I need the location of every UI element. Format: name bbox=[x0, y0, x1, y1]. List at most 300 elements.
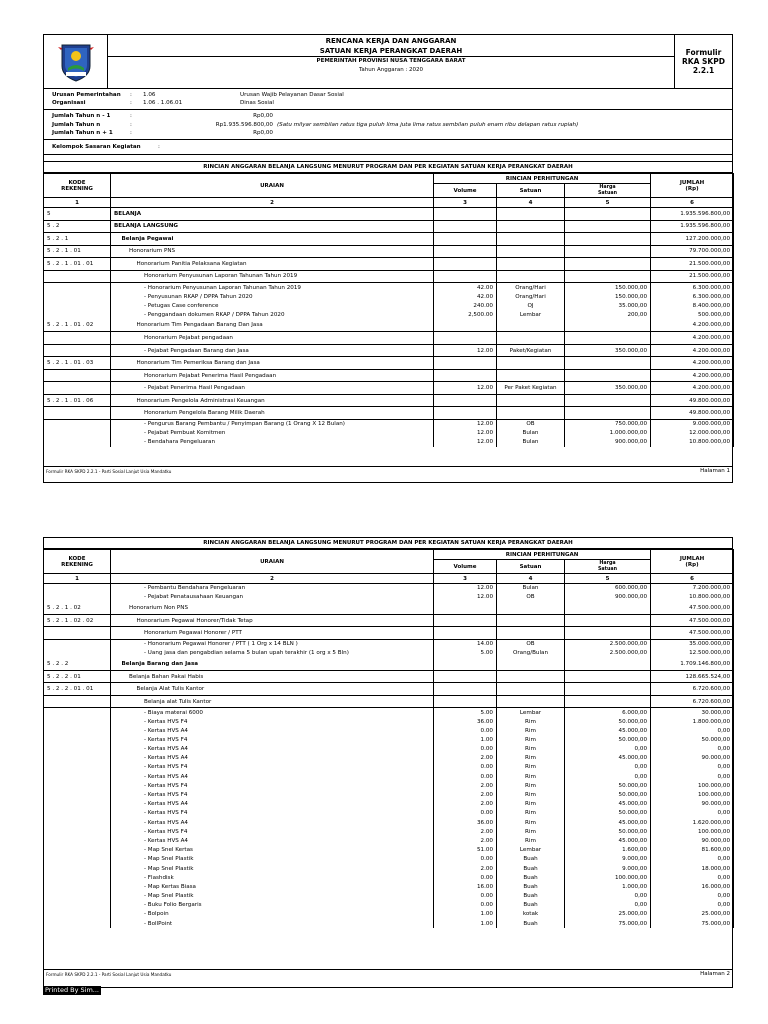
table-row bbox=[44, 602, 734, 615]
cell-satuan: Rim bbox=[497, 717, 565, 726]
cell-jumlah: 79.700.000,00 bbox=[651, 245, 734, 258]
cell-harga bbox=[565, 670, 651, 683]
cell-satuan bbox=[497, 258, 565, 271]
cell-volume: 5.00 bbox=[434, 649, 497, 658]
cell-jumlah: 0,00 bbox=[651, 772, 734, 781]
table-row bbox=[44, 220, 734, 233]
emblem-icon bbox=[58, 42, 94, 82]
cell-uraian: - Kertas HVS A4 bbox=[111, 754, 434, 763]
cell-jumlah: 1.709.146.800,00 bbox=[651, 658, 734, 671]
cell-harga: 50.000,00 bbox=[565, 781, 651, 790]
table-row bbox=[44, 292, 734, 301]
cell-uraian: BELANJA LANGSUNG bbox=[111, 220, 434, 233]
province-emblem bbox=[44, 35, 108, 88]
cell-kode bbox=[44, 745, 111, 754]
cell-harga: 45.000,00 bbox=[565, 726, 651, 735]
current-year-label: Jumlah Tahun n bbox=[52, 121, 101, 128]
cell-uraian: - Kertas HVS A4 bbox=[111, 726, 434, 735]
cell-uraian: - Kertas HVS A4 bbox=[111, 836, 434, 845]
cell-uraian: - Map Kertas Biasa bbox=[111, 882, 434, 891]
cell-harga bbox=[565, 614, 651, 627]
cell-jumlah: 90.000,00 bbox=[651, 800, 734, 809]
cell-jumlah: 16.000,00 bbox=[651, 882, 734, 891]
cell-jumlah: 100.000,00 bbox=[651, 790, 734, 799]
table-row bbox=[44, 726, 734, 735]
cell-volume bbox=[434, 270, 497, 283]
cell-satuan: Per Paket Kegiatan bbox=[497, 382, 565, 395]
cell-kode: 5 . 2 . 1 . 01 . 01 bbox=[44, 258, 111, 271]
cell-jumlah: 128.665.524,00 bbox=[651, 670, 734, 683]
page-footer-2 bbox=[43, 971, 733, 977]
table-row bbox=[44, 394, 734, 407]
cell-satuan: Rim bbox=[497, 735, 565, 744]
cell-jumlah: 12.000.000,00 bbox=[651, 429, 734, 438]
cell-kode: 5 . 2 . 1 . 01 . 02 bbox=[44, 319, 111, 332]
org-name: Dinas Sosial bbox=[240, 100, 274, 107]
cell-harga: 25.000,00 bbox=[565, 910, 651, 919]
cell-harga bbox=[565, 245, 651, 258]
cell-kode bbox=[44, 846, 111, 855]
section-title-2: RINCIAN ANGGARAN BELANJA LANGSUNG MENURUT PROGRAM DAN PER KEGIATAN SATUAN KERJA PERANGKAT DAERAH bbox=[43, 537, 733, 549]
table-row bbox=[44, 670, 734, 683]
cell-jumlah: 6.720.600,00 bbox=[651, 695, 734, 708]
table-row bbox=[44, 584, 734, 593]
cell-satuan bbox=[497, 695, 565, 708]
cell-uraian: - Kertas HVS F4 bbox=[111, 781, 434, 790]
cell-jumlah: 47.500.000,00 bbox=[651, 602, 734, 615]
cell-jumlah: 35.000.000,00 bbox=[651, 639, 734, 648]
amount-block: Jumlah Tahun n - 1 : Rp0,00 Jumlah Tahun n : Rp1.935.596.800,00 (Satu milyar sembilan ratus tiga puluh lima juta lima ratus sembilan puluh enam ribu delapan ratus rupiah) Jumlah Tahun n + 1 : Rp0,00 bbox=[43, 110, 733, 140]
cell-satuan: Buah bbox=[497, 901, 565, 910]
cell-uraian: - Map Snel Plastik bbox=[111, 855, 434, 864]
form-line-3: 2.2.1 bbox=[692, 66, 715, 75]
cell-uraian: - Kertas HVS A4 bbox=[111, 818, 434, 827]
cell-uraian: - Kertas HVS A4 bbox=[111, 745, 434, 754]
table-row bbox=[44, 407, 734, 420]
cell-volume: 2.00 bbox=[434, 827, 497, 836]
cell-satuan bbox=[497, 683, 565, 696]
cell-uraian: - Penyusunan RKAP / DPPA Tahun 2020 bbox=[111, 292, 434, 301]
cell-satuan: Orang/Hari bbox=[497, 292, 565, 301]
cell-harga: 2.500.000,00 bbox=[565, 639, 651, 648]
cell-harga: 35.000,00 bbox=[565, 301, 651, 310]
cell-satuan bbox=[497, 614, 565, 627]
cell-satuan: OB bbox=[497, 593, 565, 602]
cell-uraian: - Kertas HVS A4 bbox=[111, 800, 434, 809]
cell-harga: 45.000,00 bbox=[565, 754, 651, 763]
cell-volume: 12.00 bbox=[434, 344, 497, 357]
table-row bbox=[44, 754, 734, 763]
col-volume: Volume bbox=[434, 184, 497, 198]
cell-uraian: Belanja Pegawai bbox=[111, 233, 434, 246]
cell-volume: 0.00 bbox=[434, 892, 497, 901]
cell-kode bbox=[44, 438, 111, 447]
cell-jumlah: 0,00 bbox=[651, 892, 734, 901]
cell-uraian: - Pejabat Penatausahaan Keuangan bbox=[111, 593, 434, 602]
cell-harga: 200,00 bbox=[565, 310, 651, 319]
table-row bbox=[44, 818, 734, 827]
table-row bbox=[44, 695, 734, 708]
cell-volume: 51.00 bbox=[434, 846, 497, 855]
cell-harga: 6.000,00 bbox=[565, 708, 651, 717]
table-row bbox=[44, 438, 734, 447]
cell-kode bbox=[44, 649, 111, 658]
cell-kode bbox=[44, 919, 111, 928]
cell-harga bbox=[565, 357, 651, 370]
cell-satuan bbox=[497, 319, 565, 332]
table-row bbox=[44, 319, 734, 332]
cell-uraian: Belanja Bahan Pakai Habis bbox=[111, 670, 434, 683]
cell-kode: 5 . 2 . 1 . 02 bbox=[44, 602, 111, 615]
cell-satuan bbox=[497, 357, 565, 370]
cell-uraian: - Pejabat Pembuat Komitmen bbox=[111, 429, 434, 438]
cell-harga bbox=[565, 233, 651, 246]
cell-uraian: - Kertas HVS F4 bbox=[111, 809, 434, 818]
page-number: Halaman 1 bbox=[700, 468, 730, 474]
cell-jumlah: 75.000,00 bbox=[651, 919, 734, 928]
cell-satuan: Buah bbox=[497, 882, 565, 891]
cell-kode bbox=[44, 735, 111, 744]
cell-harga: 350.000,00 bbox=[565, 344, 651, 357]
cell-jumlah: 4.200.000,00 bbox=[651, 319, 734, 332]
cell-volume: 1.00 bbox=[434, 735, 497, 744]
cell-satuan: Rim bbox=[497, 772, 565, 781]
cell-uraian: Honorarium Tim Pemeriksa Barang dan Jasa bbox=[111, 357, 434, 370]
cell-uraian: - BollPoint bbox=[111, 919, 434, 928]
cell-harga: 350.000,00 bbox=[565, 382, 651, 395]
cell-satuan: Buah bbox=[497, 919, 565, 928]
cell-harga bbox=[565, 220, 651, 233]
cell-jumlah: 10.800.000,00 bbox=[651, 438, 734, 447]
cell-uraian: - Bolpoin bbox=[111, 910, 434, 919]
cell-harga bbox=[565, 319, 651, 332]
cell-volume: 12.00 bbox=[434, 593, 497, 602]
document-header bbox=[43, 34, 733, 89]
cell-jumlah: 4.200.000,00 bbox=[651, 357, 734, 370]
cell-volume: 0.00 bbox=[434, 745, 497, 754]
cell-kode bbox=[44, 800, 111, 809]
cell-jumlah: 90.000,00 bbox=[651, 836, 734, 845]
page-2 bbox=[43, 537, 733, 988]
cell-jumlah: 25.000,00 bbox=[651, 910, 734, 919]
cell-jumlah: 100.000,00 bbox=[651, 781, 734, 790]
cell-harga bbox=[565, 208, 651, 221]
cell-uraian: - Kertas HVS F4 bbox=[111, 763, 434, 772]
footer-note: Formulir RKA SKPD 2.2.1 - Parti Sosial Lanjut Usia Mandatku bbox=[46, 468, 172, 474]
cell-uraian: Honorarium Pengelola Barang Milik Daerah bbox=[111, 407, 434, 420]
cell-uraian: Belanja alat Tulis Kantor bbox=[111, 695, 434, 708]
cell-volume: 0.00 bbox=[434, 873, 497, 882]
cell-satuan: kotak bbox=[497, 910, 565, 919]
cell-volume: 14.00 bbox=[434, 639, 497, 648]
cell-volume bbox=[434, 245, 497, 258]
cell-volume: 12.00 bbox=[434, 438, 497, 447]
cell-kode: 5 . 2 . 2 . 01 . 01 bbox=[44, 683, 111, 696]
table-row bbox=[44, 683, 734, 696]
cell-volume bbox=[434, 220, 497, 233]
cell-satuan: Buah bbox=[497, 864, 565, 873]
table-row bbox=[44, 772, 734, 781]
table-row bbox=[44, 270, 734, 283]
cell-harga: 75.000,00 bbox=[565, 919, 651, 928]
cell-uraian: Honorarium Pegawai Honorer / PTT bbox=[111, 627, 434, 640]
cell-satuan bbox=[497, 208, 565, 221]
cell-kode: 5 . 2 . 1 . 01 bbox=[44, 245, 111, 258]
cell-harga: 100.000,00 bbox=[565, 873, 651, 882]
cell-jumlah: 1.935.596.800,00 bbox=[651, 208, 734, 221]
cell-harga: 0,00 bbox=[565, 901, 651, 910]
table-row bbox=[44, 864, 734, 873]
cell-volume bbox=[434, 683, 497, 696]
cell-uraian: - Honorarium Pegawai Honorer / PTT ( 1 Org x 14 BLN ) bbox=[111, 639, 434, 648]
cell-harga bbox=[565, 683, 651, 696]
table-row bbox=[44, 357, 734, 370]
cell-satuan: Bulan bbox=[497, 584, 565, 593]
cell-volume: 2.00 bbox=[434, 864, 497, 873]
cell-satuan: Rim bbox=[497, 809, 565, 818]
cell-jumlah: 10.800.000,00 bbox=[651, 593, 734, 602]
cell-kode: 5 . 2 . 1 . 02 . 02 bbox=[44, 614, 111, 627]
cell-uraian: - Biaya materai 6000 bbox=[111, 708, 434, 717]
cell-uraian: - Penggandaan dokumen RKAP / DPPA Tahun 2020 bbox=[111, 310, 434, 319]
cell-kode: 5 bbox=[44, 208, 111, 221]
cell-harga bbox=[565, 602, 651, 615]
cell-volume: 1.00 bbox=[434, 919, 497, 928]
cell-kode: 5 . 2 . 1 bbox=[44, 233, 111, 246]
cell-volume bbox=[434, 695, 497, 708]
page-footer bbox=[43, 468, 733, 474]
cell-volume: 0.00 bbox=[434, 901, 497, 910]
cell-kode bbox=[44, 584, 111, 593]
cell-uraian: - Kertas HVS F4 bbox=[111, 827, 434, 836]
cell-kode bbox=[44, 332, 111, 345]
province-name: PEMERINTAH PROVINSI NUSA TENGGARA BARAT bbox=[108, 56, 674, 66]
table-row bbox=[44, 283, 734, 292]
cell-uraian: Honorarium Pejabat pengadaan bbox=[111, 332, 434, 345]
cell-uraian: Honorarium Penyusunan Laporan Tahunan Tahun 2019 bbox=[111, 270, 434, 283]
cell-uraian: - Bendahara Pengeluaran bbox=[111, 438, 434, 447]
cell-jumlah: 0,00 bbox=[651, 855, 734, 864]
cell-satuan: Rim bbox=[497, 800, 565, 809]
cell-kode bbox=[44, 882, 111, 891]
cell-jumlah: 1.935.596.800,00 bbox=[651, 220, 734, 233]
cell-satuan bbox=[497, 602, 565, 615]
cell-kode bbox=[44, 809, 111, 818]
cell-kode bbox=[44, 717, 111, 726]
cell-uraian: - Map Snel Plastik bbox=[111, 864, 434, 873]
cell-uraian: - Buku Folio Bergaris bbox=[111, 901, 434, 910]
cell-kode bbox=[44, 772, 111, 781]
table-row bbox=[44, 781, 734, 790]
form-code bbox=[674, 35, 732, 88]
target-label: Kelompok Sasaran Kegiatan bbox=[52, 144, 141, 151]
urusan-name: Urusan Wajib Pelayanan Dasar Sosial bbox=[240, 92, 344, 98]
cell-satuan: Rim bbox=[497, 836, 565, 845]
budget-table-page-1: KODE REKENING URAIAN RINCIAN PERHITUNGAN JUMLAH (Rp) Volume Satuan Harga Satuan 1 2 3 4 5 6 5 BELANJA 1.935.596.800,00 5 . 2 BELANJA LANGSUNG 1.935.596.800,00 5 . 2 . 1 Belanja Pegawai 127.200.000,00 5 . 2 . 1 . 01 Honorarium PNS 79.700.000,00 5 . 2 . 1 . 01 . 01 Honorarium Panitia Pelaksana Kegiatan 21.500.000,00 Honorarium Penyusunan Laporan Tahunan Tahun 2019 21.500.000,00 - Honorarium Penyusunan Laporan Tahunan Tahun 2019 42.00 Orang/Hari 150.000,00 6.300.000,00 - Penyusunan RKAP / DPPA Tahun 2020 42.00 Orang/Hari 150.000,00 6.300.000,00 - Petugas Case conference 240.00 OJ 35.000,00 8.400.000,00 - Penggandaan dokumen RKAP / DPPA Tahun 2020 2,500.00 Lembar 200,00 500.000,00 5 . 2 . 1 . 01 . 02 Honorarium Tim Pengadaan Barang Dan Jasa 4.200.000,00 Honorarium Pejabat pengadaan 4.200.000,00 - Pejabat Pengadaan Barang dan Jasa 12.00 Paket/Kegiatan 350.000,00 4.200.000,00 5 . 2 . 1 . 01 . 03 Honorarium Tim Pemeriksa Barang dan Jasa 4.200.000,00 Honorarium Pejabat Penerima Hasil Pengadaan 4.200.000,00 - Pejabat Penerima Hasil Pengadaan 12.00 Per Paket Kegiatan 350.000,00 4.200.000,00 5 . 2 . 1 . 01 . 06 Honorarium Pengelola Administrasi Keuangan 49.800.000,00 Honorarium Pengelola Barang Milik Daerah 49.800.000,00 - Pengurus Barang Pembantu / Penyimpan Barang (1 Orang X 12 Bulan) 12.00 OB 750.000,00 9.000.000,00 - Pejabat Pembuat Komitmen 12.00 Bulan 1.000.000,00 12.000.000,00 - Bendahara Pengeluaran 12.00 Bulan 900.000,00 10.800.000,00 bbox=[43, 173, 734, 447]
cell-uraian: - Uang jasa dan pengabdian selama 5 bulan upah terakhir (1 org x 5 Bln) bbox=[111, 649, 434, 658]
col-satuan: Satuan bbox=[497, 184, 565, 198]
cell-harga: 50.000,00 bbox=[565, 827, 651, 836]
cell-harga: 50.000,00 bbox=[565, 790, 651, 799]
cell-harga: 45.000,00 bbox=[565, 836, 651, 845]
table-row bbox=[44, 208, 734, 221]
cell-uraian: - Pejabat Penerima Hasil Pengadaan bbox=[111, 382, 434, 395]
cell-satuan: Lembar bbox=[497, 708, 565, 717]
cell-kode bbox=[44, 836, 111, 845]
cell-jumlah: 0,00 bbox=[651, 873, 734, 882]
table-row bbox=[44, 429, 734, 438]
footer-note: Formulir RKA SKPD 2.2.1 - Parti Sosial Lanjut Usia Mandatku bbox=[46, 971, 172, 977]
urusan-code: 1.06 bbox=[143, 92, 156, 98]
cell-kode bbox=[44, 790, 111, 799]
cell-volume: 42.00 bbox=[434, 292, 497, 301]
cell-volume bbox=[434, 407, 497, 420]
col-harga: Harga Satuan bbox=[565, 184, 651, 198]
cell-kode bbox=[44, 419, 111, 428]
cell-harga: 9.000,00 bbox=[565, 864, 651, 873]
cell-jumlah: 12.500.000,00 bbox=[651, 649, 734, 658]
cell-jumlah: 0,00 bbox=[651, 901, 734, 910]
cell-harga: 9.000,00 bbox=[565, 855, 651, 864]
cell-uraian: - Flashdisk bbox=[111, 873, 434, 882]
cell-kode bbox=[44, 864, 111, 873]
cell-jumlah: 100.000,00 bbox=[651, 827, 734, 836]
table-row bbox=[44, 614, 734, 627]
table-row bbox=[44, 649, 734, 658]
cell-volume bbox=[434, 394, 497, 407]
cell-satuan: Buah bbox=[497, 892, 565, 901]
cell-jumlah: 47.500.000,00 bbox=[651, 627, 734, 640]
cell-kode bbox=[44, 901, 111, 910]
cell-satuan: OB bbox=[497, 419, 565, 428]
cell-satuan: Buah bbox=[497, 873, 565, 882]
cell-satuan: Bulan bbox=[497, 429, 565, 438]
cell-volume bbox=[434, 357, 497, 370]
cell-jumlah: 1.620.000,00 bbox=[651, 818, 734, 827]
cell-harga: 750.000,00 bbox=[565, 419, 651, 428]
cell-jumlah: 18.000,00 bbox=[651, 864, 734, 873]
cell-jumlah: 21.500.000,00 bbox=[651, 270, 734, 283]
cell-harga: 0,00 bbox=[565, 772, 651, 781]
next-year-label: Jumlah Tahun n + 1 bbox=[52, 129, 113, 136]
cell-jumlah: 9.000.000,00 bbox=[651, 419, 734, 428]
cell-satuan: Rim bbox=[497, 745, 565, 754]
prev-year-label: Jumlah Tahun n - 1 bbox=[52, 113, 111, 120]
cell-uraian: - Kertas HVS A4 bbox=[111, 772, 434, 781]
cell-kode bbox=[44, 382, 111, 395]
cell-uraian: - Honorarium Penyusunan Laporan Tahunan Tahun 2019 bbox=[111, 283, 434, 292]
table-row bbox=[44, 846, 734, 855]
cell-harga bbox=[565, 332, 651, 345]
current-year-words: (Satu milyar sembilan ratus tiga puluh lima juta lima ratus sembilan puluh enam ribu delapan ratus rupiah) bbox=[277, 121, 579, 128]
cell-uraian: Belanja Alat Tulis Kantor bbox=[111, 683, 434, 696]
cell-volume: 2,500.00 bbox=[434, 310, 497, 319]
cell-kode bbox=[44, 344, 111, 357]
cell-volume: 0.00 bbox=[434, 763, 497, 772]
cell-kode bbox=[44, 827, 111, 836]
cell-harga bbox=[565, 658, 651, 671]
cell-jumlah: 0,00 bbox=[651, 809, 734, 818]
cell-satuan: Rim bbox=[497, 763, 565, 772]
col-rincian: RINCIAN PERHITUNGAN bbox=[434, 174, 651, 184]
table-row bbox=[44, 800, 734, 809]
table-row bbox=[44, 892, 734, 901]
cell-satuan bbox=[497, 369, 565, 382]
cell-kode bbox=[44, 369, 111, 382]
fiscal-year: Tahun Anggaran : 2020 bbox=[358, 67, 424, 73]
cell-volume bbox=[434, 233, 497, 246]
title-line-2: SATUAN KERJA PERANGKAT DAERAH bbox=[319, 47, 463, 55]
cell-volume bbox=[434, 319, 497, 332]
cell-harga: 0,00 bbox=[565, 892, 651, 901]
cell-uraian: - Pembantu Bendahara Pengeluaran bbox=[111, 584, 434, 593]
cell-volume bbox=[434, 658, 497, 671]
table-row bbox=[44, 836, 734, 845]
cell-harga: 45.000,00 bbox=[565, 800, 651, 809]
cell-kode bbox=[44, 301, 111, 310]
cell-harga: 45.000,00 bbox=[565, 818, 651, 827]
cell-harga: 1.000.000,00 bbox=[565, 429, 651, 438]
urusan-label: Urusan Pemerintahan bbox=[52, 92, 121, 98]
table-row bbox=[44, 639, 734, 648]
target-block: Kelompok Sasaran Kegiatan : bbox=[43, 140, 733, 155]
cell-kode bbox=[44, 270, 111, 283]
cell-satuan bbox=[497, 220, 565, 233]
cell-satuan: Buah bbox=[497, 855, 565, 864]
cell-volume: 5.00 bbox=[434, 708, 497, 717]
cell-kode bbox=[44, 910, 111, 919]
cell-harga: 1.000,00 bbox=[565, 882, 651, 891]
table-row bbox=[44, 258, 734, 271]
next-year-value: Rp0,00 bbox=[253, 129, 273, 136]
table-row bbox=[44, 901, 734, 910]
cell-volume: 2.00 bbox=[434, 836, 497, 845]
cell-harga: 600.000,00 bbox=[565, 584, 651, 593]
cell-volume bbox=[434, 602, 497, 615]
col-uraian: URAIAN bbox=[111, 174, 434, 198]
cell-kode bbox=[44, 708, 111, 717]
table-row bbox=[44, 873, 734, 882]
page-number: Halaman 2 bbox=[700, 971, 730, 977]
cell-harga bbox=[565, 407, 651, 420]
cell-satuan: Rim bbox=[497, 754, 565, 763]
cell-kode bbox=[44, 873, 111, 882]
cell-jumlah: 4.200.000,00 bbox=[651, 344, 734, 357]
cell-satuan bbox=[497, 658, 565, 671]
cell-kode bbox=[44, 892, 111, 901]
cell-harga: 50.000,00 bbox=[565, 809, 651, 818]
cell-kode bbox=[44, 639, 111, 648]
cell-volume: 2.00 bbox=[434, 781, 497, 790]
cell-volume: 42.00 bbox=[434, 283, 497, 292]
cell-jumlah: 127.200.000,00 bbox=[651, 233, 734, 246]
cell-kode: 5 . 2 . 2 bbox=[44, 658, 111, 671]
table-row bbox=[44, 910, 734, 919]
cell-harga: 900.000,00 bbox=[565, 438, 651, 447]
cell-uraian: Honorarium Pejabat Penerima Hasil Pengadaan bbox=[111, 369, 434, 382]
cell-harga: 1.600,00 bbox=[565, 846, 651, 855]
cell-volume: 12.00 bbox=[434, 382, 497, 395]
cell-volume: 0.00 bbox=[434, 809, 497, 818]
cell-jumlah: 49.800.000,00 bbox=[651, 407, 734, 420]
table-row bbox=[44, 658, 734, 671]
table-row bbox=[44, 745, 734, 754]
print-stamp: Printed By Sim... bbox=[45, 986, 99, 994]
form-line-1: Formulir bbox=[685, 48, 722, 57]
cell-uraian: - Kertas HVS F4 bbox=[111, 790, 434, 799]
table-row bbox=[44, 245, 734, 258]
cell-satuan: OB bbox=[497, 639, 565, 648]
